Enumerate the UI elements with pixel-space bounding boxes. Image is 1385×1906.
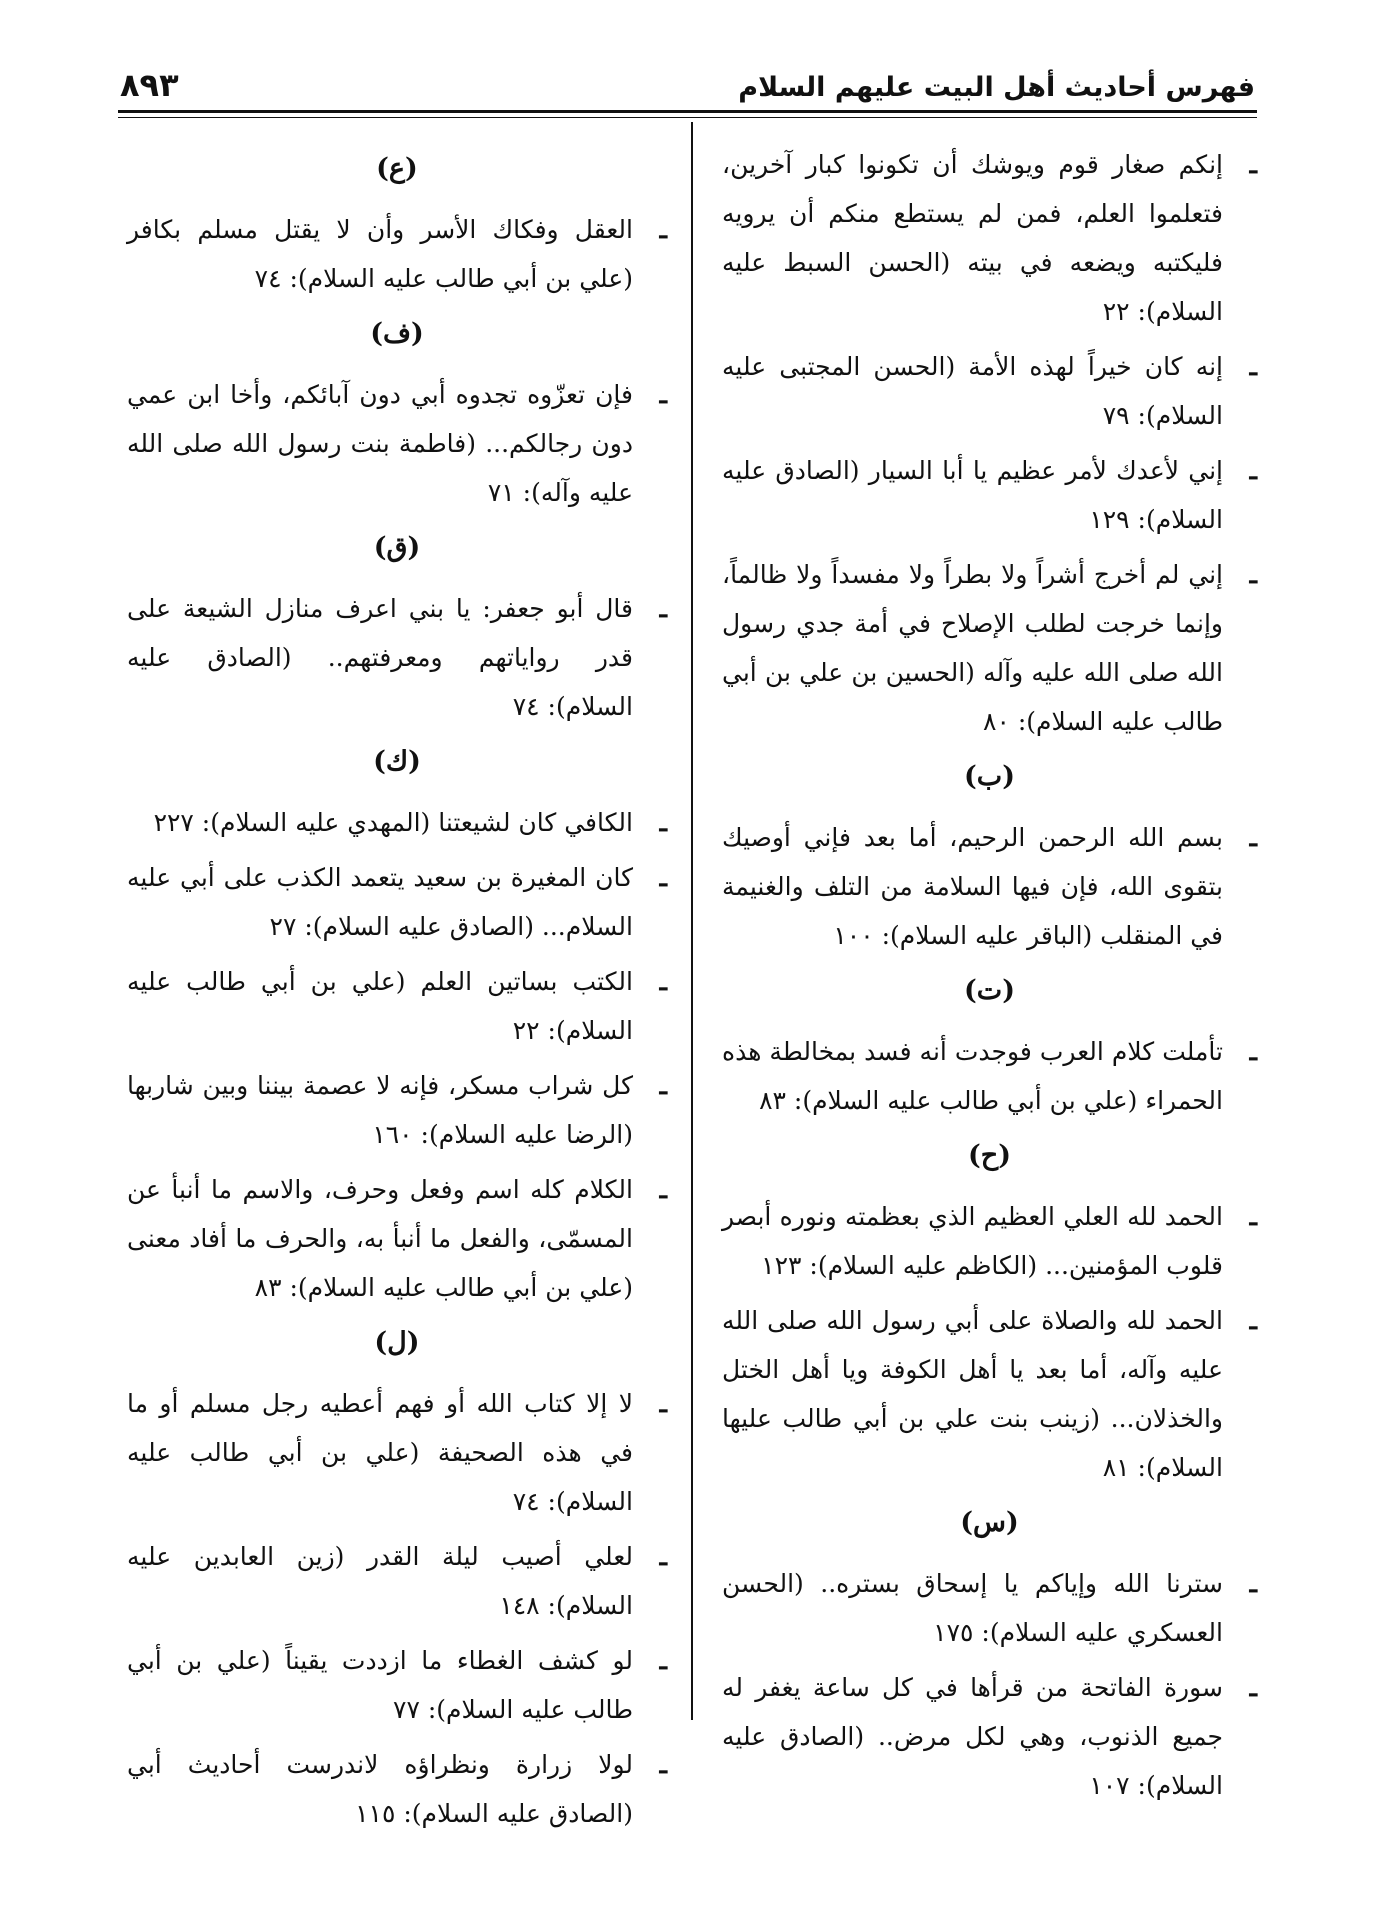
page-reference: : ٨٠ bbox=[983, 707, 1027, 736]
index-entry bbox=[127, 1636, 667, 1734]
entry-bullet: ـ bbox=[659, 1750, 667, 1779]
entry-bullet: ـ bbox=[1249, 150, 1257, 179]
hadith-text: كان المغيرة بن سعيد يتعمد الكذب على أبي عليه السلام... (الصادق عليه السلام) bbox=[127, 863, 633, 941]
entry-bullet: ـ bbox=[659, 380, 667, 409]
page-reference: : ٧٤ bbox=[512, 1487, 556, 1516]
entry-bullet: ـ bbox=[659, 863, 667, 892]
page-reference: : ١٠٧ bbox=[1089, 1771, 1146, 1800]
hadith-text: العقل وفكاك الأسر وأن لا يقتل مسلم بكافر (علي بن أبي طالب عليه السلام) bbox=[127, 215, 633, 293]
index-entry bbox=[722, 813, 1257, 960]
letter-section-heading: (ح) bbox=[968, 1140, 1011, 1171]
hadith-text: لو كشف الغطاء ما ازددت يقيناً (علي بن أبي طالب عليه السلام) bbox=[127, 1646, 633, 1724]
letter-section-heading: (ب) bbox=[964, 761, 1015, 792]
right-column bbox=[722, 140, 1257, 1816]
hadith-text: كل شراب مسكر، فإنه لا عصمة بيننا وبين شاربها (الرضا عليه السلام) bbox=[127, 1071, 633, 1149]
entry-bullet: ـ bbox=[1249, 1673, 1257, 1702]
page-reference: : ١٠٠ bbox=[833, 921, 891, 950]
index-entry bbox=[127, 1740, 667, 1838]
index-entry bbox=[722, 140, 1257, 336]
index-entry bbox=[127, 798, 667, 847]
hadith-text: سترنا الله وإياكم يا إسحاق بستره.. (الحسن العسكري عليه السلام) bbox=[722, 1569, 1223, 1647]
page-reference: : ٨٣ bbox=[254, 1273, 298, 1302]
index-entry bbox=[722, 1027, 1257, 1125]
entry-bullet: ـ bbox=[1249, 1306, 1257, 1335]
entry-bullet: ـ bbox=[659, 594, 667, 623]
entry-bullet: ـ bbox=[1249, 1037, 1257, 1066]
hadith-text: لولا زرارة ونظراؤه لاندرست أحاديث أبي (الصادق عليه السلام) bbox=[127, 1750, 633, 1828]
index-entry bbox=[127, 370, 667, 517]
page-reference: : ٢٧ bbox=[269, 912, 313, 941]
entry-bullet: ـ bbox=[1249, 352, 1257, 381]
hadith-text: إني لم أخرج أشراً ولا بطراً ولا مفسداً ولا ظالماً، وإنما خرجت لطلب الإصلاح في أمة جدي رسول الله صلى الله عليه وآله (الحسين بن علي بن أبي طالب عليه السلام) bbox=[722, 560, 1223, 736]
entry-bullet: ـ bbox=[1249, 456, 1257, 485]
page-reference: : ١٦٠ bbox=[372, 1120, 429, 1149]
index-entry bbox=[127, 1532, 667, 1630]
index-entry bbox=[127, 957, 667, 1055]
index-entry bbox=[722, 1663, 1257, 1810]
index-entry bbox=[722, 1296, 1257, 1492]
index-entry bbox=[127, 584, 667, 731]
page-reference: : ١٧٥ bbox=[933, 1618, 990, 1647]
page-reference: : ٢٢٧ bbox=[153, 808, 211, 837]
page-reference: : ٧٤ bbox=[512, 692, 556, 721]
entry-bullet: ـ bbox=[659, 1071, 667, 1100]
hadith-text: إنكم صغار قوم ويوشك أن تكونوا كبار آخرين، فتعلموا العلم، فمن لم يستطع منكم أن يرويه فليكتبه ويضعه في بيته (الحسن السبط عليه السلام) bbox=[722, 150, 1223, 326]
index-entry bbox=[127, 1165, 667, 1312]
page-reference: : ١٢٣ bbox=[761, 1251, 818, 1280]
letter-section-heading: (ك) bbox=[373, 746, 421, 777]
entry-bullet: ـ bbox=[659, 1389, 667, 1418]
letter-section-heading: (ع) bbox=[376, 153, 418, 184]
hadith-text: بسم الله الرحمن الرحيم، أما بعد فإني أوصيك بتقوى الله، فإن فيها السلامة من التلف والغنيمة في المنقلب (الباقر عليه السلام) bbox=[722, 823, 1223, 950]
letter-section-heading: (ت) bbox=[964, 975, 1015, 1006]
page-reference: : ٧٩ bbox=[1102, 401, 1146, 430]
hadith-text: لعلي أصيب ليلة القدر (زين العابدين عليه السلام) bbox=[127, 1542, 633, 1620]
index-entry bbox=[722, 550, 1257, 746]
index-entry bbox=[127, 1061, 667, 1159]
letter-section-heading: (س) bbox=[960, 1507, 1019, 1538]
page-reference: : ٧٤ bbox=[254, 264, 298, 293]
index-entry bbox=[127, 205, 667, 303]
index-entry bbox=[722, 342, 1257, 440]
page-reference: : ٢٢ bbox=[1102, 297, 1146, 326]
page-reference: : ٢٢ bbox=[512, 1016, 556, 1045]
entry-bullet: ـ bbox=[659, 967, 667, 996]
page-reference: : ١١٥ bbox=[355, 1799, 412, 1828]
hadith-text: تأملت كلام العرب فوجدت أنه فسد بمخالطة هذه الحمراء (علي بن أبي طالب عليه السلام) bbox=[722, 1037, 1223, 1115]
index-entry bbox=[127, 853, 667, 951]
letter-section-heading: (ف) bbox=[370, 318, 424, 349]
hadith-text: فإن تعزّوه تجدوه أبي دون آبائكم، وأخا ابن عمي دون رجالكم... (فاطمة بنت رسول الله صلى الله عليه وآله) bbox=[127, 380, 633, 507]
page-reference: : ١٤٨ bbox=[499, 1591, 556, 1620]
entry-bullet: ـ bbox=[659, 215, 667, 244]
entry-bullet: ـ bbox=[659, 1646, 667, 1675]
page-reference: : ٧٧ bbox=[393, 1695, 437, 1724]
index-entry bbox=[722, 1559, 1257, 1657]
column-divider bbox=[691, 122, 693, 1720]
header-rule-thick bbox=[118, 110, 1257, 113]
running-header-title: فهرس أحاديث أهل البيت عليهم السلام bbox=[738, 72, 1255, 103]
index-entry bbox=[127, 1379, 667, 1526]
entry-bullet: ـ bbox=[659, 1542, 667, 1571]
hadith-text: إنه كان خيراً لهذه الأمة (الحسن المجتبى عليه السلام) bbox=[722, 352, 1223, 430]
page-reference: : ١٢٩ bbox=[1089, 505, 1146, 534]
hadith-text: قال أبو جعفر: يا بني اعرف منازل الشيعة على قدر رواياتهم ومعرفتهم.. (الصادق عليه السلام) bbox=[127, 594, 633, 721]
left-column bbox=[127, 140, 667, 1844]
hadith-text: الكلام كله اسم وفعل وحرف، والاسم ما أنبأ عن المسمّى، والفعل ما أنبأ به، والحرف ما أفاد معنى (علي بن أبي طالب عليه السلام) bbox=[127, 1175, 633, 1302]
hadith-text: لا إلا كتاب الله أو فهم أعطيه رجل مسلم أو ما في هذه الصحيفة (علي بن أبي طالب عليه السلام) bbox=[127, 1389, 633, 1516]
letter-section-heading: (ق) bbox=[373, 532, 421, 563]
entry-bullet: ـ bbox=[659, 1175, 667, 1204]
hadith-text: الحمد لله والصلاة على أبي رسول الله صلى الله عليه وآله، أما بعد يا أهل الكوفة ويا أهل الختل والخذلان... (زينب بنت علي بن أبي طالب عليها السلام) bbox=[722, 1306, 1223, 1482]
header-rule-thin bbox=[118, 117, 1257, 118]
hadith-text: سورة الفاتحة من قرأها في كل ساعة يغفر له جميع الذنوب، وهي لكل مرض.. (الصادق عليه السلام) bbox=[722, 1673, 1223, 1800]
hadith-text: الكافي كان لشيعتنا (المهدي عليه السلام) bbox=[210, 808, 633, 837]
page-number: ٨٩٣ bbox=[120, 66, 179, 104]
page-reference: : ٨٣ bbox=[759, 1086, 803, 1115]
letter-section-heading: (ل) bbox=[374, 1327, 420, 1358]
page-reference: : ٧١ bbox=[487, 478, 532, 507]
hadith-text: الكتب بساتين العلم (علي بن أبي طالب عليه السلام) bbox=[127, 967, 633, 1045]
hadith-text: الحمد لله العلي العظيم الذي بعظمته ونوره أبصر قلوب المؤمنين... (الكاظم عليه السلام) bbox=[722, 1202, 1223, 1280]
entry-bullet: ـ bbox=[1249, 1202, 1257, 1231]
index-entry bbox=[722, 1192, 1257, 1290]
hadith-text: إني لأعدك لأمر عظيم يا أبا السيار (الصادق عليه السلام) bbox=[722, 456, 1223, 534]
entry-bullet: ـ bbox=[1249, 1569, 1257, 1598]
entry-bullet: ـ bbox=[1249, 823, 1257, 852]
index-entry bbox=[722, 446, 1257, 544]
page-reference: : ٨١ bbox=[1102, 1453, 1146, 1482]
entry-bullet: ـ bbox=[659, 808, 667, 837]
entry-bullet: ـ bbox=[1249, 560, 1257, 589]
